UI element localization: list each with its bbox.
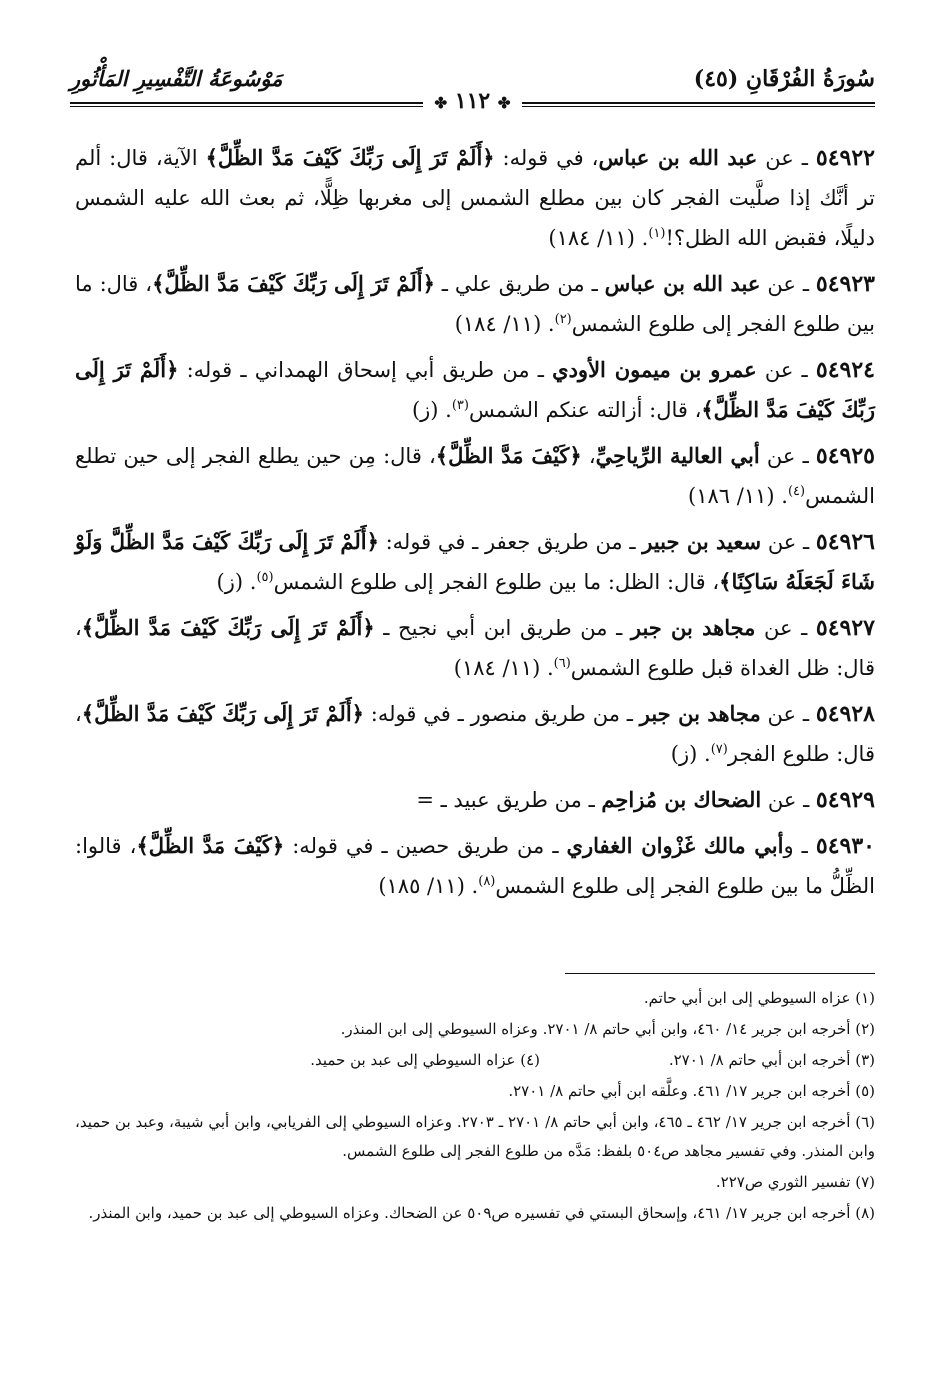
ornate-bracket-open: ﴿ [482, 145, 495, 170]
quran-verse: كَيْفَ مَدَّ الظِّلَّ [148, 833, 272, 858]
connector-text: ـ و [783, 834, 816, 858]
quran-verse: كَيْفَ مَدَّ الظِّلَّ [448, 443, 570, 468]
narrator-name: سعيد بن جبير [642, 529, 762, 554]
footnote-ref[interactable]: (٦) [553, 656, 571, 671]
narration-entry [75, 350, 875, 430]
narration-entry [75, 608, 875, 688]
source-ref: . (١١/ ١٨٤) [454, 312, 555, 336]
ornate-bracket-open: ﴿ [351, 701, 364, 726]
footnotes [75, 984, 875, 1230]
ornate-bracket-open: ﴿ [166, 357, 179, 382]
narration-entry [75, 694, 875, 774]
chain-text: ـ من طريق جعفر ـ في قوله: [378, 530, 643, 554]
quran-verse: أَلَمْ تَرَ إِلَى رَبِّكَ كَيْفَ مَدَّ الظِّلَّ [94, 701, 352, 726]
footnote-7: (٧) تفسير الثوري ص٢٢٧. [715, 1173, 875, 1191]
footnote-6: (٦) أخرجه ابن جرير ١٧/ ٤٦٢ ـ ٤٦٥، وابن أبي حاتم ٨/ ٢٧٠١ ـ ٢٧٠٣. وعزاه السيوطي إلى الفريابي، وابن أبي شيبة، وعبد بن حميد، وابن المنذر. وفي تفسير مجاهد ص٥٠٤ بلفظ: مَدَّه من طلوع الفجر إلى طلوع الشمس. [75, 1113, 876, 1160]
ornate-bracket-open: ﴿ [362, 615, 375, 640]
main-text [75, 138, 875, 912]
quran-verse: أَلَمْ تَرَ إِلَى رَبِّكَ كَيْفَ مَدَّ الظِّلَّ [164, 271, 423, 296]
entry-number: ٥٤٩٢٥ [815, 443, 875, 469]
ornate-bracket-close: ﴾ [205, 145, 218, 170]
source-ref: . (١١/ ١٨٤) [453, 656, 554, 680]
ornate-bracket-close: ﴾ [701, 397, 714, 422]
footnote-5: (٥) أخرجه ابن جرير ١٧/ ٤٦١. وعلَّقه ابن أبي حاتم ٨/ ٢٧٠١. [508, 1082, 875, 1100]
connector-text: ـ عن [761, 788, 816, 812]
footnote-4: (٤) عزاه السيوطي إلى عبد بن حميد. [310, 1051, 540, 1069]
chain-text: ـ من طريق ابن أبي نجيح ـ [374, 616, 631, 640]
footnote-ref[interactable]: (٥) [256, 570, 274, 585]
chain-text: ـ من طريق عبيد ـ = [416, 788, 602, 812]
narration-text: ، قال: طلوع الفجر [75, 702, 875, 766]
entry-number: ٥٤٩٢٣ [815, 271, 875, 297]
entry-number: ٥٤٩٢٦ [815, 529, 875, 555]
ornate-bracket-open: ﴿ [271, 833, 285, 858]
narrator-name: عبد الله بن عباس [604, 271, 761, 296]
quran-verse: أَلَمْ تَرَ إِلَى رَبِّكَ كَيْفَ مَدَّ الظِّلَّ [94, 615, 363, 640]
narration-text: ، قال: ظل الغداة قبل طلوع الشمس [75, 616, 875, 680]
source-ref: . (١١/ ١٨٥) [378, 874, 479, 898]
chain-text: ـ من طريق علي ـ [434, 272, 605, 296]
narration-text: ، قال: أزالته عنكم الشمس [468, 398, 702, 422]
page-number-box [423, 88, 523, 114]
connector-text: ـ عن [761, 530, 816, 554]
ornate-bracket-close: ﴾ [152, 271, 165, 296]
chain-text: ، [581, 444, 596, 468]
entry-number: ٥٤٩٢٩ [815, 787, 875, 813]
source-ref: . (ز) [670, 742, 711, 766]
narrator-name: مجاهد بن جبر [630, 615, 756, 640]
narrator-name: مجاهد بن جبر [639, 701, 761, 726]
narration-entry [75, 780, 875, 820]
connector-text: ـ عن [757, 146, 816, 170]
footnote-ref[interactable]: (٤) [787, 484, 806, 499]
ornate-bracket-close: ﴾ [136, 833, 149, 858]
entry-number: ٥٤٩٢٢ [815, 145, 875, 171]
narration-text: ، قال: مِن حين يطلع الفجر إلى حين تطلع الشمس [75, 444, 875, 508]
connector-text: ـ عن [756, 358, 816, 382]
narrator-name: الضحاك بن مُزاحِم [601, 787, 762, 812]
footnote-ref[interactable]: (١) [648, 226, 666, 241]
narration-text: ، قال: ما بين طلوع الفجر إلى طلوع الشمس [75, 272, 875, 336]
source-ref: . (ز) [216, 570, 257, 594]
chain-text: ـ من طريق أبي إسحاق الهمداني ـ قوله: [178, 358, 553, 382]
entry-number: ٥٤٩٢٨ [815, 701, 875, 727]
narration-text: ، قال: الظل: ما بين طلوع الفجر إلى طلوع الشمس [273, 570, 720, 594]
footnote-8: (٨) أخرجه ابن جرير ١٧/ ٤٦١، وإسحاق البستي في تفسيره ص٥٠٩ عن الضحاك. وعزاه السيوطي إلى عبد بن حميد، وابن المنذر. [88, 1204, 875, 1222]
connector-text: ـ عن [759, 444, 816, 468]
ornate-bracket-close: ﴾ [719, 569, 732, 594]
footnote-ref[interactable]: (٨) [478, 874, 496, 889]
ornate-bracket-open: ﴿ [422, 271, 435, 296]
narration-entry [75, 826, 875, 906]
quran-verse: أَلَمْ تَرَ إِلَى رَبِّكَ كَيْفَ مَدَّ الظِّلَّ وَلَوْ شَاءَ لَجَعَلَهُ سَاكِنًا [75, 529, 875, 594]
narration-text: ، قالوا: الظِّلُّ ما بين طلوع الفجر إلى طلوع الشمس [75, 834, 875, 898]
footnote-3: (٣) أخرجه ابن أبي حاتم ٨/ ٢٧٠١. [668, 1051, 875, 1069]
quran-verse: أَلَمْ تَرَ إِلَى رَبِّكَ كَيْفَ مَدَّ الظِّلَّ [217, 145, 483, 170]
source-ref: . (١١/ ١٨٤) [548, 226, 649, 250]
surah-title: سُورَةُ الفُرْقَانِ (٤٥) [693, 66, 875, 92]
footnote-1: (١) عزاه السيوطي إلى ابن أبي حاتم. [643, 989, 875, 1007]
ornate-bracket-open: ﴿ [569, 443, 582, 468]
book-title: مَوْسُوعَةُ التَّفْسِيرِ المَأْثُورِ [70, 66, 283, 91]
footnote-pair [75, 1046, 875, 1075]
footnote-ref[interactable]: (٣) [451, 398, 469, 413]
ornate-bracket-open: ﴿ [366, 529, 379, 554]
narrator-name: أبي مالك غَزْوان الغفاري [566, 833, 784, 858]
narration-entry [75, 138, 875, 258]
entry-number: ٥٤٩٢٤ [815, 357, 875, 383]
ornament-icon: ✤ [434, 94, 448, 112]
ornate-bracket-close: ﴾ [81, 701, 95, 726]
narration-entry [75, 264, 875, 344]
footnote-ref[interactable]: (٧) [710, 742, 728, 757]
source-ref: . (ز) [411, 398, 452, 422]
connector-text: ـ عن [760, 272, 816, 296]
narrator-name: عبد الله بن عباس [598, 145, 758, 170]
quran-verse: أَلَمْ تَرَ إِلَى رَبِّكَ كَيْفَ مَدَّ الظِّلَّ [75, 357, 875, 422]
page-number: ١١٢ [454, 88, 491, 114]
footnote-ref[interactable]: (٢) [554, 312, 572, 327]
footnote-separator [565, 973, 875, 974]
chain-text: ـ من طريق حصين ـ في قوله: [284, 834, 567, 858]
ornate-bracket-close: ﴾ [81, 615, 95, 640]
narrator-name: عمرو بن ميمون الأودي [552, 357, 757, 382]
narration-entry [75, 436, 875, 516]
ornate-bracket-close: ﴾ [435, 443, 449, 468]
connector-text: ـ عن [755, 616, 816, 640]
entry-number: ٥٤٩٣٠ [815, 833, 875, 859]
narration-text: الآية، قال: ألم تر أنَّك إذا صلَّيت الفجر كان بين مطلع الشمس إلى مغربها ظِلًّا، ثم بعث الله عليه الشمس دليلًا، فقبض الله الظل؟! [75, 146, 875, 250]
connector-text: ـ عن [760, 702, 816, 726]
footnote-2: (٢) أخرجه ابن جرير ١٤/ ٤٦٠، وابن أبي حاتم ٨/ ٢٧٠١. وعزاه السيوطي إلى ابن المنذر. [340, 1020, 875, 1038]
narration-entry [75, 522, 875, 602]
chain-text: ، في قوله: [494, 146, 599, 170]
narrator-name: أبي العالية الرِّياحِيِّ [595, 443, 760, 468]
source-ref: . (١١/ ١٨٦) [688, 484, 788, 508]
chain-text: ـ من طريق منصور ـ في قوله: [363, 702, 640, 726]
ornament-icon: ✤ [497, 94, 511, 112]
running-header [70, 66, 875, 114]
entry-number: ٥٤٩٢٧ [815, 615, 875, 641]
